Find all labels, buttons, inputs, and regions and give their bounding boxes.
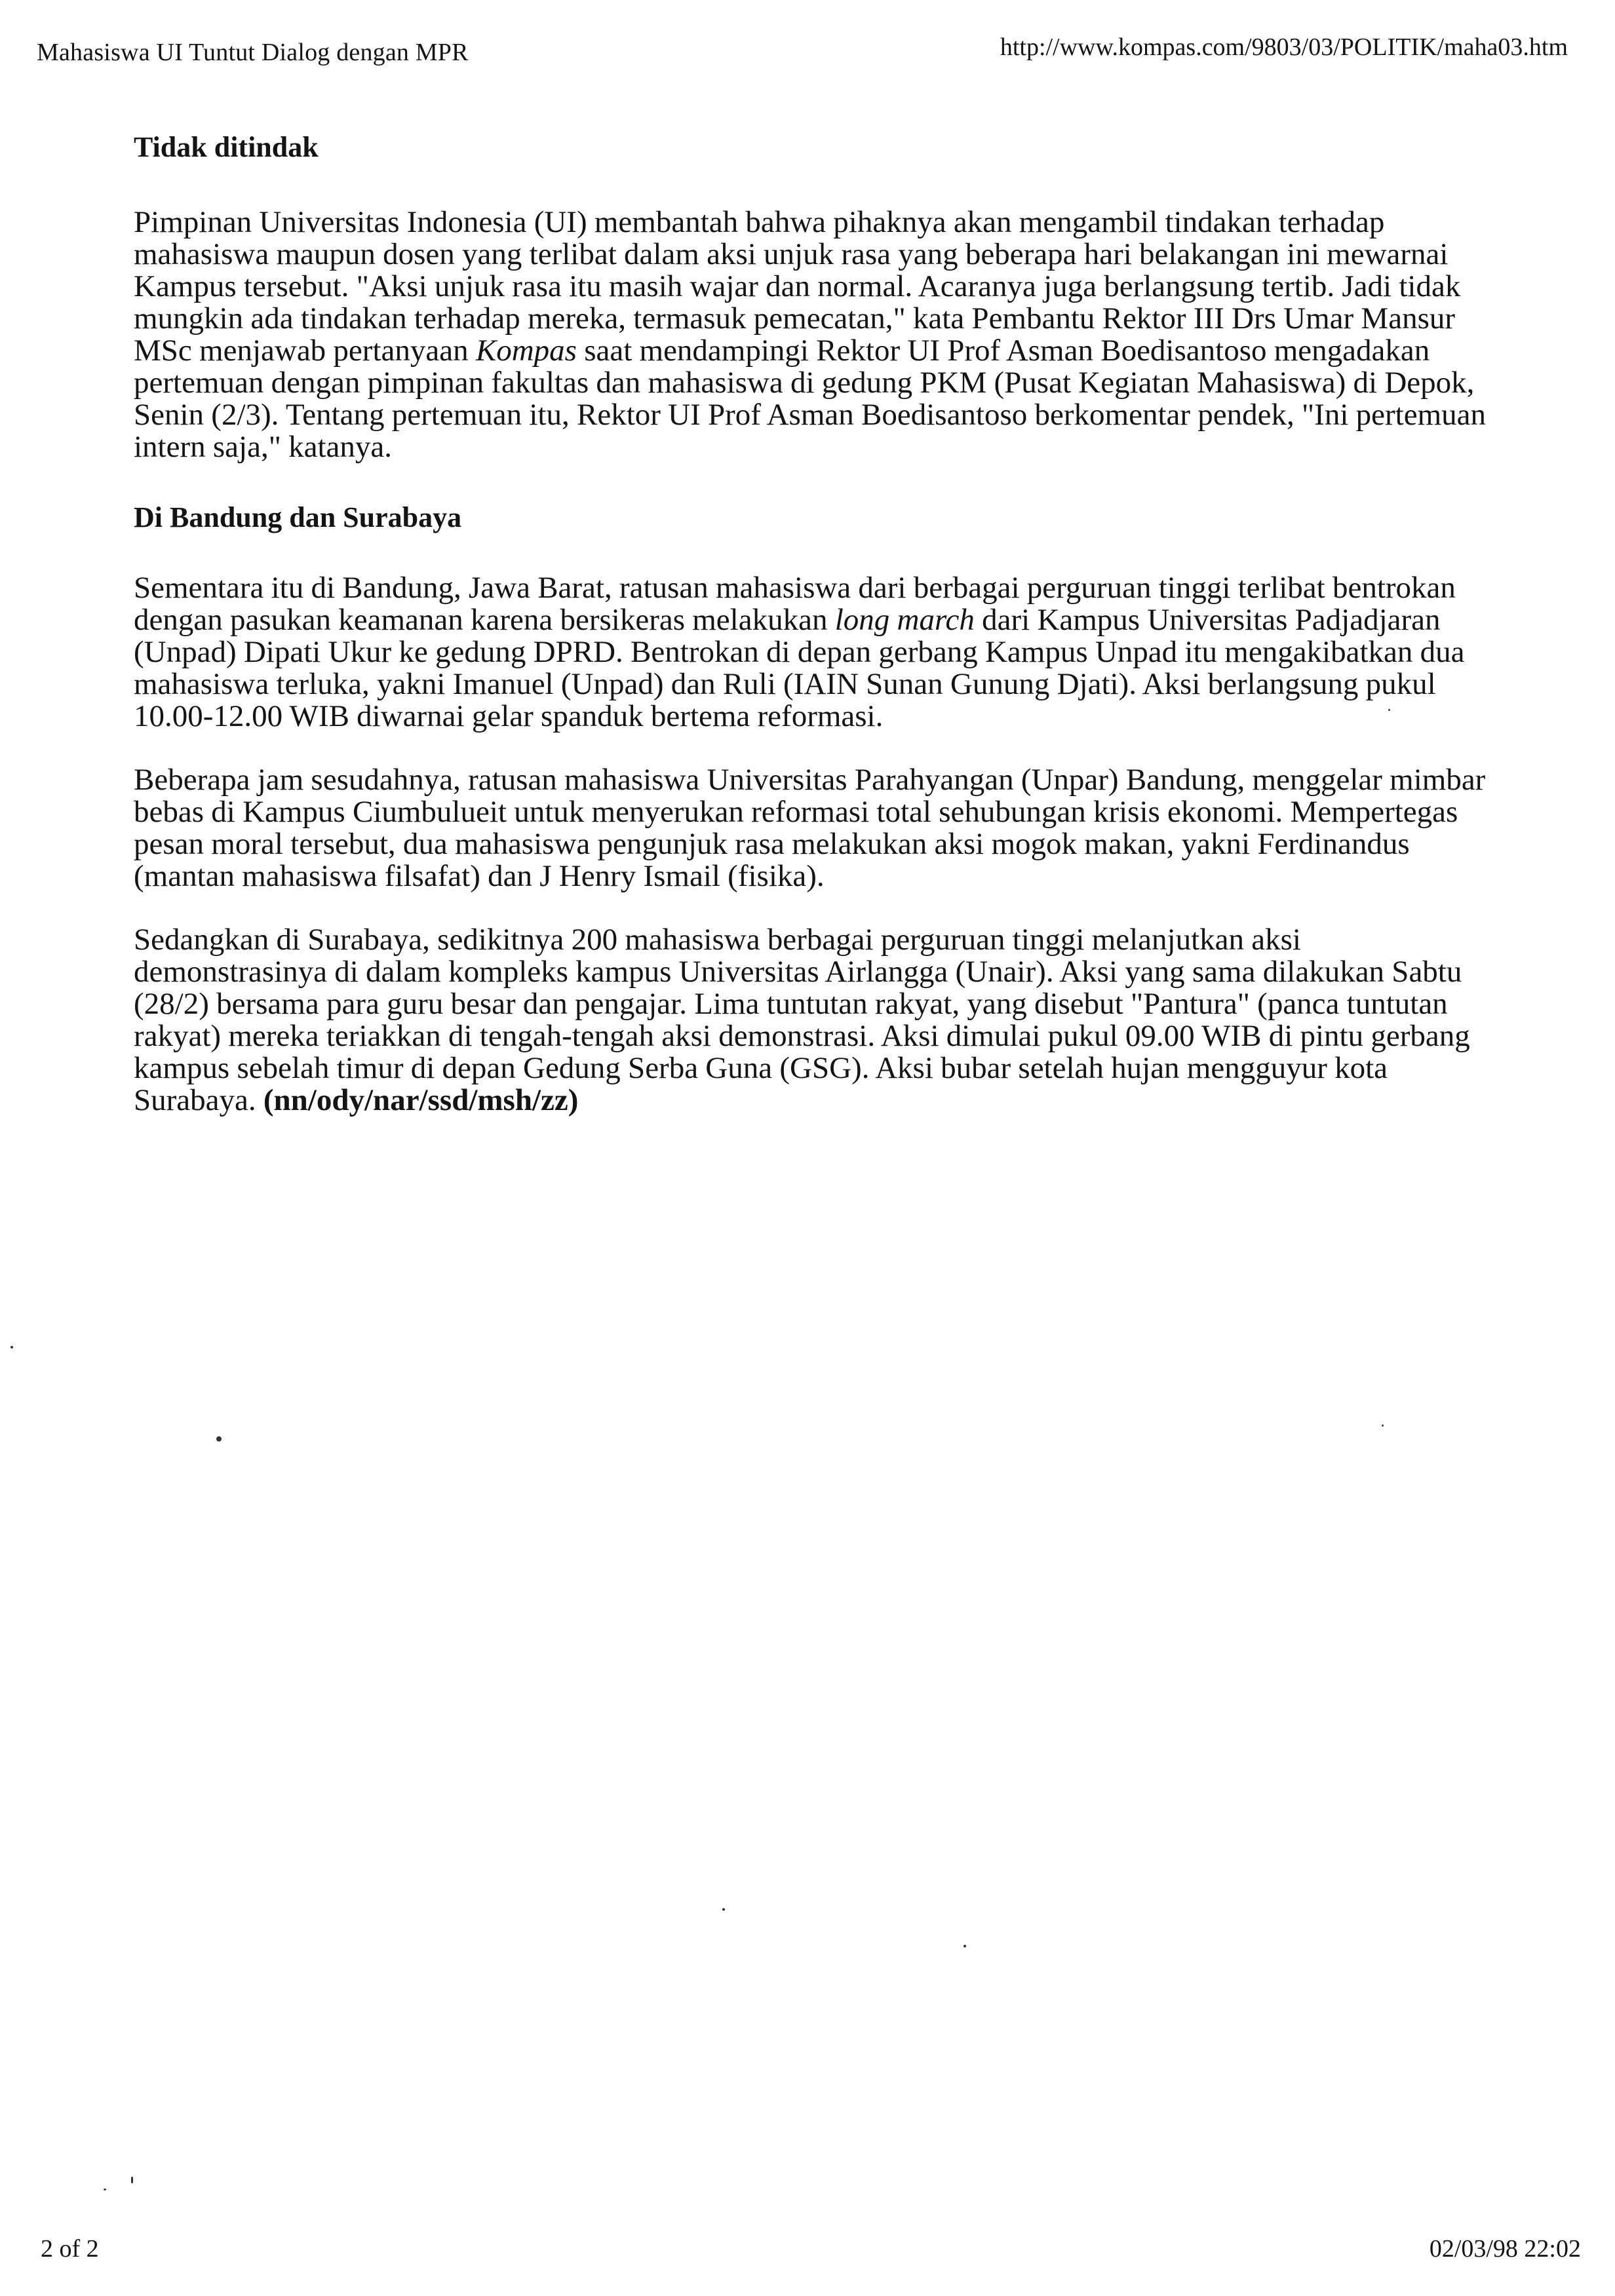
section-heading-bandung-surabaya: Di Bandung dan Surabaya bbox=[134, 501, 462, 533]
article-body bbox=[134, 131, 1497, 1117]
scan-speck bbox=[722, 1908, 725, 1911]
paragraph-4-text: Sedangkan di Surabaya, sedikitnya 200 mahasiswa berbagai perguruan tinggi melanjutkan aksi demonstrasinya di dalam kompleks kampus Universitas Airlangga (Unair). Aksi yang sama dilakukan Sabtu (28/2) bersama para guru besar dan pengajar. Lima tuntutan rakyat, yang disebut "Pantura" (panca tuntutan rakyat) mereka teriakkan di tengah-tengah aksi demonstrasi. Aksi dimulai pukul 09.00 WIB di pintu gerbang kampus sebelah timur di depan Gedung Serba Guna (GSG). Aksi bubar setelah hujan mengguyur kota Surabaya. bbox=[134, 923, 1470, 1118]
scan-speck bbox=[963, 1945, 966, 1947]
paragraph-3: Beberapa jam sesudahnya, ratusan mahasiswa Universitas Parahyangan (Unpar) Bandung, menggelar mimbar bebas di Kampus Ciumbulueit untuk menyerukan reformasi total sehubungan krisis ekonomi. Mempertegas pesan moral tersebut, dua mahasiswa pengunjuk rasa melakukan aksi mogok makan, yakni Ferdinandus (mantan mahasiswa filsafat) dan J Henry Ismail (fisika). bbox=[134, 763, 1486, 894]
print-datetime: 02/03/98 22:02 bbox=[1429, 2235, 1581, 2263]
page-number: 2 of 2 bbox=[41, 2235, 99, 2263]
scan-speck bbox=[1382, 1425, 1384, 1426]
paragraph-2-part-b: dari Kampus Universitas Padjadjaran (Unpad) Dipati Ukur ke gedung DPRD. Bentrokan di depan gerbang Kampus Unpad itu mengakibatkan dua mahasiswa terluka, yakni Imanuel (Unpad) dan Ruli (IAIN Sunan Gunung Djati). Aksi berlangsung pukul 10.00-12.00 WIB diwarnai gelar spanduk bertema reformasi. bbox=[134, 603, 1465, 734]
scan-speck bbox=[1388, 709, 1390, 711]
scan-speck bbox=[10, 1346, 13, 1349]
paragraph-1 bbox=[134, 206, 1497, 463]
long-march-term: long march bbox=[834, 603, 975, 638]
page-header-url: http://www.kompas.com/9803/03/POLITIK/maha03.htm bbox=[1000, 33, 1568, 61]
paragraph-4 bbox=[134, 924, 1497, 1117]
publication-name: Kompas bbox=[475, 333, 577, 368]
paragraph-2-part-a: Sementara itu di Bandung, Jawa Barat, ratusan mahasiswa dari berbagai perguruan tinggi terlibat bentrokan dengan pasukan keamanan karena bersikeras melakukan bbox=[134, 571, 1456, 638]
page-header-title: Mahasiswa UI Tuntut Dialog dengan MPR bbox=[37, 39, 469, 66]
paragraph-1-part-b: saat mendampingi Rektor UI Prof Asman Boedisantoso mengadakan pertemuan dengan pimpinan fakultas dan mahasiswa di gedung PKM (Pusat Kegiatan Mahasiswa) di Depok, Senin (2/3). Tentang pertemuan itu, Rektor UI Prof Asman Boedisantoso berkomentar pendek, "Ini pertemuan intern saja," katanya. bbox=[134, 333, 1486, 464]
paragraph-1-part-a: Pimpinan Universitas Indonesia (UI) membantah bahwa pihaknya akan mengambil tindakan terhadap mahasiswa maupun dosen yang terlibat dalam aksi unjuk rasa yang beberapa hari belakangan ini mewarnai Kampus tersebut. "Aksi unjuk rasa itu masih wajar dan normal. Acaranya juga berlangsung tertib. Jadi tidak mungkin ada tindakan terhadap mereka, termasuk pemecatan," kata Pembantu Rektor III Drs Umar Mansur MSc menjawab pertanyaan bbox=[134, 204, 1461, 368]
section-heading-tidak-ditindak: Tidak ditindak bbox=[134, 131, 319, 163]
author-byline: (nn/ody/nar/ssd/msh/zz) bbox=[263, 1083, 579, 1118]
scan-speck bbox=[131, 2177, 133, 2183]
paragraph-2 bbox=[134, 572, 1497, 733]
scan-speck bbox=[104, 2189, 106, 2191]
scan-speck bbox=[216, 1436, 222, 1442]
